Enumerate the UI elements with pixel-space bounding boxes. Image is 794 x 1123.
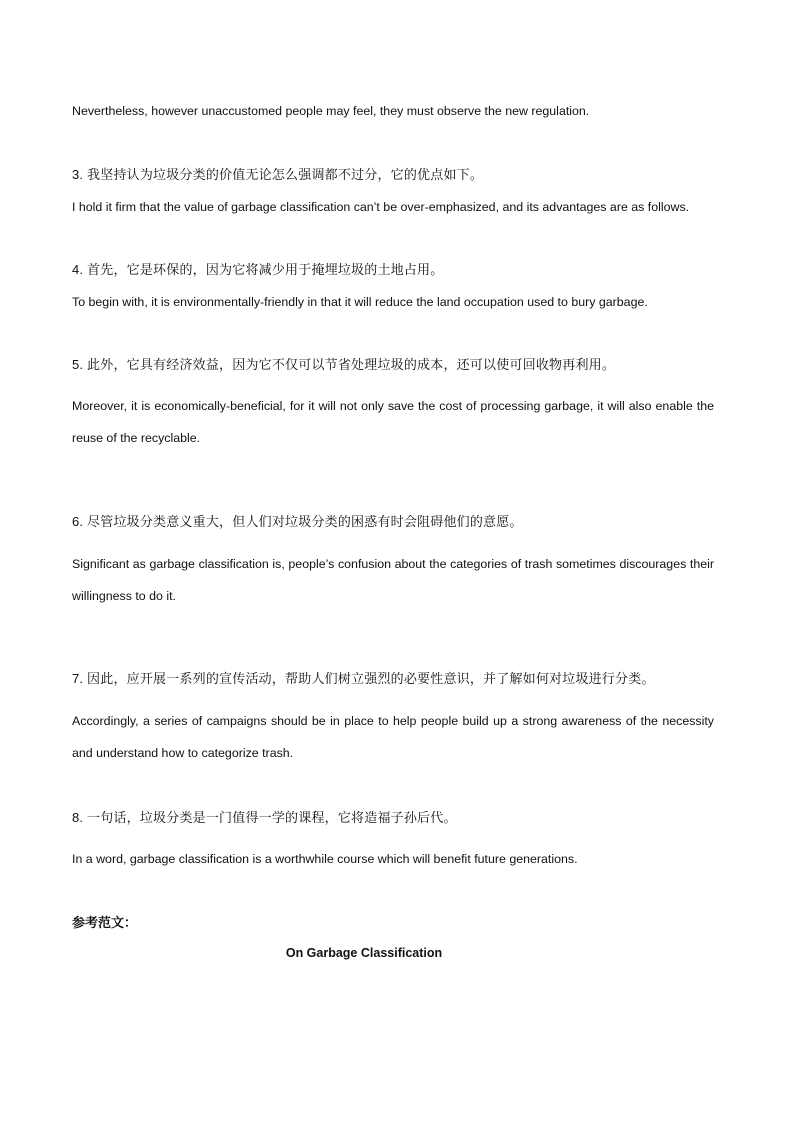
item-5-chinese: 5. 此外，它具有经济效益，因为它不仅可以节省处理垃圾的成本，还可以使可回收物再利用。 (72, 357, 616, 372)
paragraph-nevertheless: Nevertheless, however unaccustomed people may feel, they must observe the new regulation. (72, 104, 590, 118)
item-7-chinese: 7. 因此，应开展一系列的宣传活动，帮助人们树立强烈的必要性意识，并了解如何对垃圾进行分类。 (72, 671, 655, 686)
item-4-english: To begin with, it is environmentally-friendly in that it will reduce the land occupation used to bury garbage. (72, 295, 648, 309)
item-6-chinese: 6. 尽管垃圾分类意义重大，但人们对垃圾分类的困惑有时会阻碍他们的意愿。 (72, 514, 523, 529)
item-6-english: Significant as garbage classification is, people’s confusion about the categories of trash sometimes discourages their willingness to do it. (72, 557, 714, 603)
essay-title: On Garbage Classification (285, 946, 443, 960)
item-5-english: Moreover, it is economically-beneficial, for it will not only save the cost of processing garbage, it will also enable the reuse of the recyclable. (72, 399, 714, 445)
item-3-english: I hold it firm that the value of garbage classification can’t be over-emphasized, and its advantages are as follows. (72, 200, 690, 214)
item-4-chinese: 4. 首先，它是环保的，因为它将减少用于掩埋垃圾的土地占用。 (72, 262, 444, 277)
item-7-english: Accordingly, a series of campaigns should be in place to help people build up a strong awareness of the necessity and understand how to categorize trash. (72, 714, 714, 760)
item-8-chinese: 8. 一句话，垃圾分类是一门值得一学的课程，它将造福子孙后代。 (72, 810, 457, 825)
item-8-english: In a word, garbage classification is a worthwhile course which will benefit future generations. (72, 852, 578, 866)
item-3-chinese: 3. 我坚持认为垃圾分类的价值无论怎么强调都不过分，它的优点如下。 (72, 167, 484, 182)
reference-essay-heading: 参考范文： (72, 915, 138, 930)
